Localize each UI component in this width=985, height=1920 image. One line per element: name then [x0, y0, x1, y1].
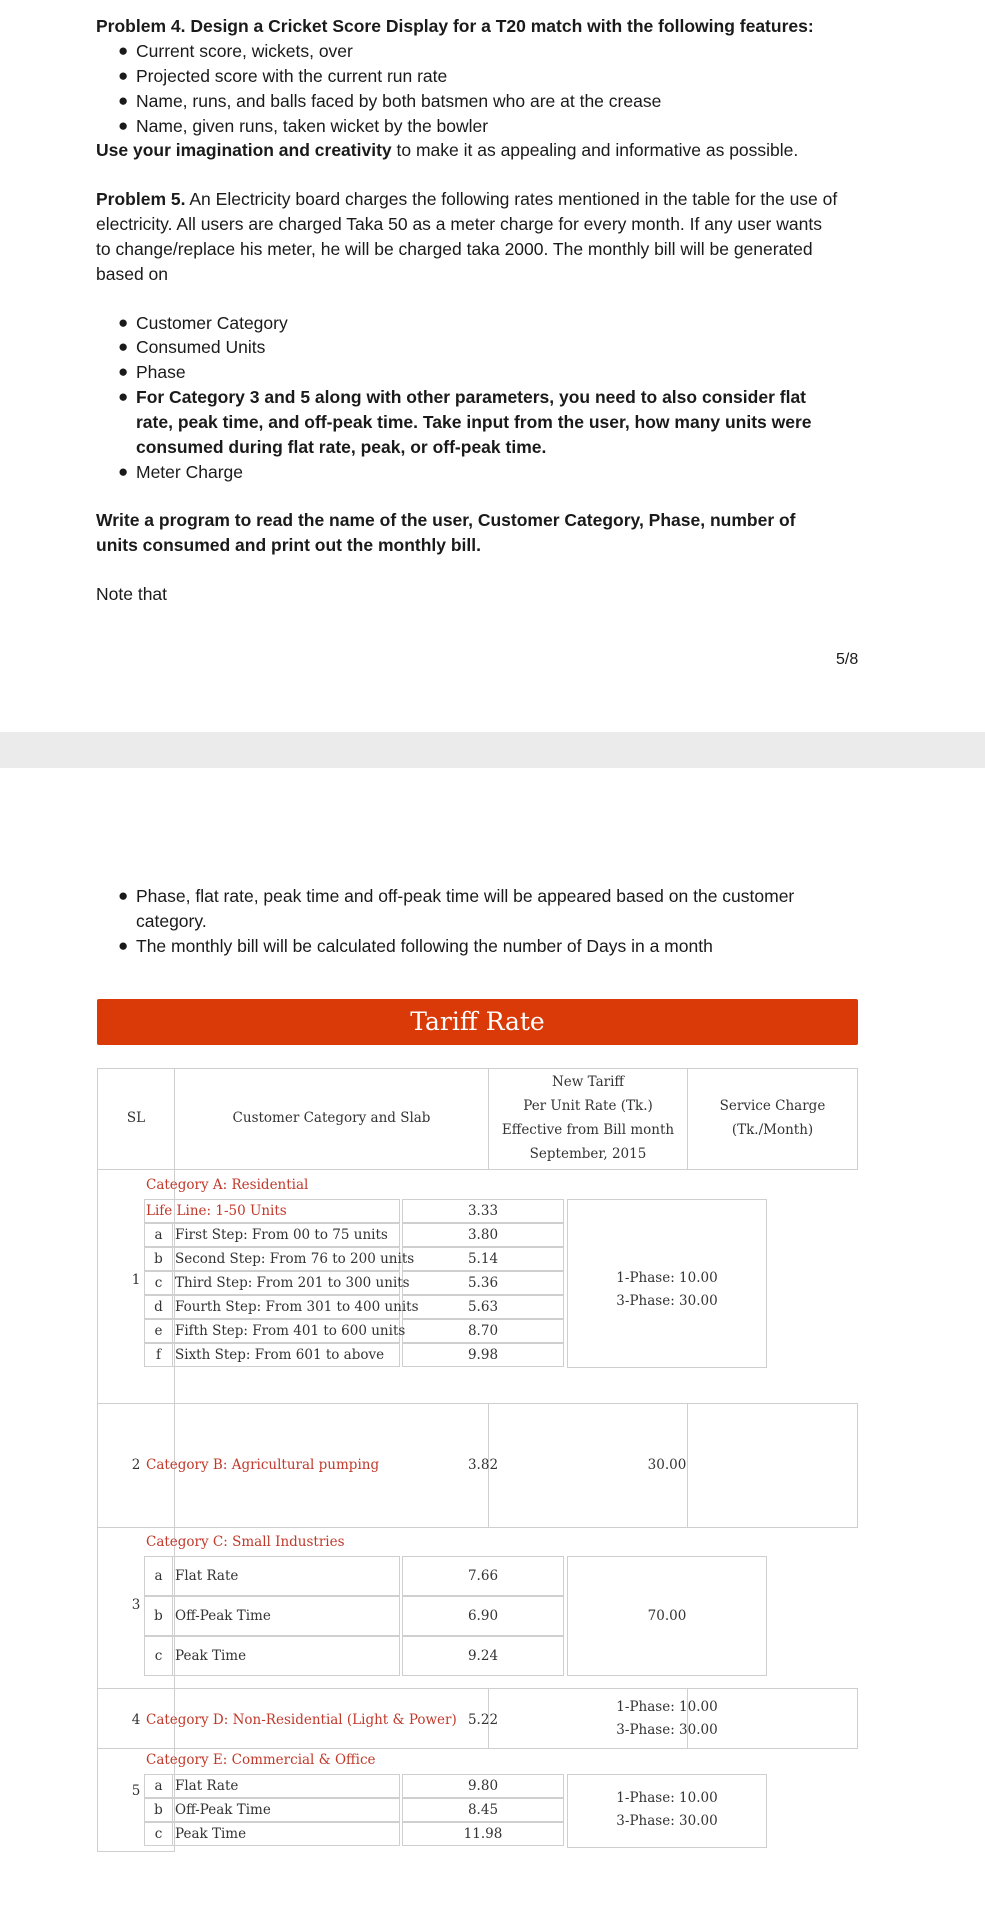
- service-value: 1-Phase: 10.00: [616, 1270, 718, 1286]
- tariff-table: [97, 1068, 858, 1852]
- sl-number: 4: [131, 1712, 141, 1728]
- category-b-title: Category B: Agricultural pumping: [146, 1457, 380, 1473]
- service-value: 30.00: [647, 1457, 687, 1473]
- rate-value: 3.33: [467, 1203, 499, 1219]
- rate-value: 5.14: [467, 1251, 499, 1267]
- header-rate-line: New Tariff: [551, 1074, 624, 1090]
- page-number: 5/8: [836, 651, 859, 668]
- category-d-title: Category D: Non-Residential (Light & Power): [146, 1712, 457, 1728]
- sl-number: 3: [131, 1597, 141, 1613]
- service-value: 1-Phase: 10.00: [616, 1790, 718, 1806]
- list-item: ● Phase, flat rate, peak time and off-peak time will be appeared based on the customer: [118, 886, 795, 906]
- header-service-cell: [687, 1068, 858, 1170]
- step-letter: e: [154, 1323, 163, 1339]
- step-letter: d: [154, 1299, 163, 1315]
- step-letter: a: [154, 1227, 163, 1243]
- header-service-line: Service Charge: [719, 1098, 826, 1114]
- header-rate-line: Effective from Bill month: [501, 1122, 675, 1138]
- step-letter: f: [156, 1347, 161, 1363]
- step-name: Off-Peak Time: [175, 1608, 271, 1624]
- list-item: ● Customer Category: [118, 313, 288, 333]
- step-letter: c: [154, 1826, 163, 1842]
- step-letter: b: [154, 1802, 163, 1818]
- rate-value: 9.24: [467, 1648, 499, 1664]
- step-letter: a: [154, 1778, 163, 1794]
- list-item-cont: rate, peak time, and off-peak time. Take input from the user, how many units were: [136, 412, 812, 432]
- problem4-closing: Use your imagination and creativity to make it as appealing and informative as possible.: [96, 140, 799, 160]
- sl-number: 2: [131, 1457, 141, 1473]
- write-program-text: units consumed and print out the monthly bill.: [96, 535, 481, 555]
- header-sl: SL: [126, 1110, 146, 1126]
- rate-value: 11.98: [463, 1826, 503, 1842]
- step-letter: b: [154, 1251, 163, 1267]
- lifeline-label: Life Line: 1-50 Units: [146, 1203, 287, 1219]
- step-letter: c: [154, 1275, 163, 1291]
- problem5-line: to change/replace his meter, he will be charged taka 2000. The monthly bill will be generated: [96, 239, 813, 259]
- step-name: Fifth Step: From 401 to 600 units: [175, 1323, 406, 1339]
- category-e-title: Category E: Commercial & Office: [146, 1752, 376, 1768]
- list-item: ● Current score, wickets, over: [118, 41, 353, 61]
- rate-value: 8.45: [467, 1802, 499, 1818]
- tariff-title-bar: Tariff Rate: [97, 999, 858, 1045]
- step-name: Fourth Step: From 301 to 400 units: [175, 1299, 419, 1315]
- step-letter: b: [154, 1608, 163, 1624]
- header-rate-line: September, 2015: [529, 1146, 647, 1162]
- rate-value: 9.98: [467, 1347, 499, 1363]
- header-service-line: (Tk./Month): [731, 1122, 814, 1138]
- list-item-cont: category.: [136, 911, 207, 931]
- note-text: Note that: [96, 584, 168, 604]
- step-name: Off-Peak Time: [175, 1802, 271, 1818]
- problem5-intro: Problem 5. An Electricity board charges the following rates mentioned in the table for the use of: [96, 189, 838, 209]
- service-value: 3-Phase: 30.00: [616, 1293, 718, 1309]
- service-cell: [567, 1774, 767, 1848]
- rate-value: 6.90: [467, 1608, 499, 1624]
- step-name: Peak Time: [175, 1648, 247, 1664]
- step-letter: a: [154, 1568, 163, 1584]
- rate-value: 9.80: [467, 1778, 499, 1794]
- rate-value: 3.82: [467, 1457, 499, 1473]
- sl-number: 1: [131, 1272, 141, 1288]
- list-item: ● Name, runs, and balls faced by both batsmen who are at the crease: [118, 91, 662, 111]
- step-name: First Step: From 00 to 75 units: [175, 1227, 388, 1243]
- step-name: Second Step: From 76 to 200 units: [175, 1251, 415, 1267]
- problem5-line: electricity. All users are charged Taka 50 as a meter charge for every month. If any user wants: [96, 214, 822, 234]
- step-name: Flat Rate: [175, 1778, 239, 1794]
- list-item: ● Phase: [118, 362, 186, 382]
- category-c-title: Category C: Small Industries: [146, 1534, 345, 1550]
- service-value: 3-Phase: 30.00: [616, 1813, 718, 1829]
- cat-d-service-cell: [687, 1688, 858, 1749]
- rate-value: 7.66: [467, 1568, 499, 1584]
- step-letter: c: [154, 1648, 163, 1664]
- list-item-cont: consumed during flat rate, peak, or off-peak time.: [136, 437, 547, 457]
- service-value: 70.00: [647, 1608, 687, 1624]
- list-item: ● Consumed Units: [118, 337, 266, 357]
- list-item: ● The monthly bill will be calculated following the number of Days in a month: [118, 936, 713, 956]
- rate-value: 3.80: [467, 1227, 499, 1243]
- header-category: Customer Category and Slab: [232, 1110, 431, 1126]
- write-program-text: Write a program to read the name of the user, Customer Category, Phase, number of: [96, 510, 796, 530]
- rate-value: 5.36: [467, 1275, 499, 1291]
- rate-value: 8.70: [467, 1323, 499, 1339]
- service-value: 3-Phase: 30.00: [616, 1722, 718, 1738]
- problem4-title: Problem 4. Design a Cricket Score Display for a T20 match with the following features:: [96, 16, 814, 36]
- rate-value: 5.63: [467, 1299, 499, 1315]
- step-name: Peak Time: [175, 1826, 247, 1842]
- category-a-title: Category A: Residential: [146, 1177, 309, 1193]
- step-name: Flat Rate: [175, 1568, 239, 1584]
- step-name: Third Step: From 201 to 300 units: [175, 1275, 410, 1291]
- sl-number: 5: [131, 1783, 141, 1799]
- header-rate-line: Per Unit Rate (Tk.): [523, 1098, 653, 1114]
- page-break: [0, 732, 985, 768]
- step-name: Sixth Step: From 601 to above: [175, 1347, 385, 1363]
- service-value: 1-Phase: 10.00: [616, 1699, 718, 1715]
- list-item: ● For Category 3 and 5 along with other parameters, you need to also consider flat: [118, 387, 806, 407]
- rate-value: 5.22: [467, 1712, 499, 1728]
- list-item: ● Meter Charge: [118, 462, 243, 482]
- list-item: ● Name, given runs, taken wicket by the bowler: [118, 116, 489, 136]
- problem5-line: based on: [96, 264, 169, 284]
- list-item: ● Projected score with the current run rate: [118, 66, 448, 86]
